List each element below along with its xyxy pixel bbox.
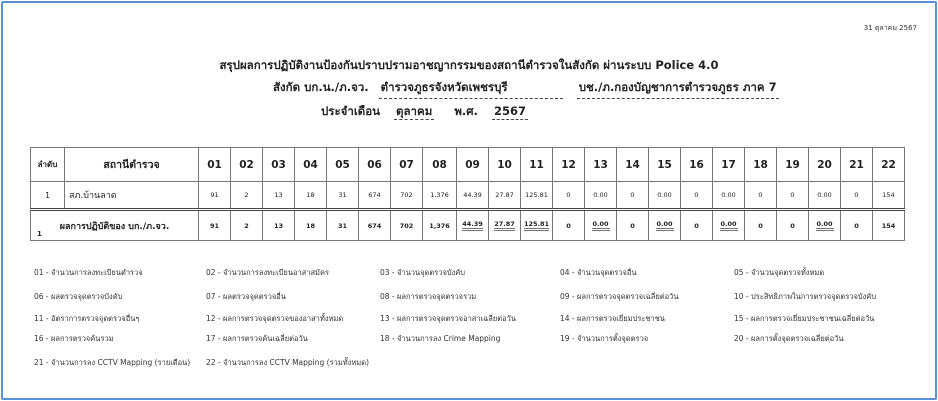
summary-cell — [713, 210, 745, 241]
legend-item: 17 - ผลการตรวจค้นเฉลี่ยต่อวัน — [206, 334, 308, 343]
legend-item: 14 - ผลการตรวจเยี่ยมประชาชน — [560, 314, 665, 323]
col-header: 19 — [777, 148, 809, 182]
summary-row — [31, 210, 905, 241]
year-label: พ.ศ. — [454, 104, 478, 118]
period-line — [321, 103, 528, 121]
col-header: 11 — [521, 148, 553, 182]
table-cell: 0 — [777, 182, 809, 210]
legend-item: 09 - ผลการตรวจจุดตรวจเฉลี่ยต่อวัน — [560, 292, 679, 301]
summary-cell: 0 — [777, 210, 809, 241]
summary-value: 0.00 — [592, 220, 610, 231]
table-cell: 0 — [681, 182, 713, 210]
summary-cell: 0 — [617, 210, 649, 241]
report-title: สรุปผลการปฏิบัติงานป้องกันปราบปรามอาชญากรรมของสถานีตำรวจในสังกัด ผ่านระบบ Police 4.0 — [219, 58, 719, 72]
table-cell: 1,376 — [423, 182, 457, 210]
legend-item: 04 - จำนวนจุดตรวจอื่น — [560, 268, 637, 277]
row-station: สภ.บ้านลาด — [65, 182, 199, 210]
summary-cell: 13 — [263, 210, 295, 241]
month-value: ตุลาคม — [396, 104, 433, 118]
summary-value: 0.00 — [720, 220, 738, 231]
summary-value: 125.81 — [524, 220, 549, 231]
col-header: 03 — [263, 148, 295, 182]
legend-item: 15 - ผลการตรวจเยี่ยมประชาชนเฉลี่ยต่อวัน — [734, 314, 875, 323]
year-value: 2567 — [493, 104, 526, 118]
summary-cell: 0 — [745, 210, 777, 241]
col-header: 16 — [681, 148, 713, 182]
table-cell: 2 — [231, 182, 263, 210]
legend-item: 03 - จำนวนจุดตรวจบังคับ — [380, 268, 466, 277]
table-cell: 0 — [745, 182, 777, 210]
col-header: 17 — [713, 148, 745, 182]
table-row — [31, 182, 905, 210]
summary-value: 44.39 — [462, 220, 483, 231]
summary-cell — [585, 210, 617, 241]
summary-cell: 0 — [681, 210, 713, 241]
table-cell: 0.00 — [649, 182, 681, 210]
col-header: 06 — [359, 148, 391, 182]
summary-cell — [457, 210, 489, 241]
col-header: 05 — [327, 148, 359, 182]
col-header: 14 — [617, 148, 649, 182]
col-header: 07 — [391, 148, 423, 182]
legend-item: 07 - ผลตรวจจุดตรวจอื่น — [206, 292, 286, 301]
summary-cell: 31 — [327, 210, 359, 241]
summary-cell: 2 — [231, 210, 263, 241]
table-cell: 674 — [359, 182, 391, 210]
col-header: 12 — [553, 148, 585, 182]
table-cell: 154 — [873, 182, 905, 210]
legend-item: 21 - จำนวนการลง CCTV Mapping (รายเดือน) — [34, 358, 191, 367]
summary-value: 0.00 — [656, 220, 674, 231]
col-header: 04 — [295, 148, 327, 182]
report-date: 31 ตุลาคม 2567 — [863, 24, 917, 32]
legend-item: 06 - ผลตรวจจุดตรวจบังคับ — [34, 292, 123, 301]
summary-cell: 0 — [841, 210, 873, 241]
legend-item: 05 - จำนวนจุดตรวจทั้งหมด — [734, 268, 825, 277]
summary-cell — [809, 210, 841, 241]
col-header: 15 — [649, 148, 681, 182]
row-order: 1 — [31, 182, 65, 210]
summary-order: 1 — [37, 230, 42, 238]
summary-cell: 18 — [295, 210, 327, 241]
col-header: 08 — [423, 148, 457, 182]
table-cell: 0 — [617, 182, 649, 210]
table-cell: 13 — [263, 182, 295, 210]
col-header: 09 — [457, 148, 489, 182]
table-cell: 0.00 — [809, 182, 841, 210]
table-cell: 125.81 — [521, 182, 553, 210]
month-label: ประจำเดือน — [321, 104, 381, 118]
report-table — [30, 147, 905, 241]
table-cell: 44.39 — [457, 182, 489, 210]
summary-cell: 674 — [359, 210, 391, 241]
summary-cell: 91 — [199, 210, 231, 241]
col-header: 01 — [199, 148, 231, 182]
table-cell: 18 — [295, 182, 327, 210]
legend-item: 02 - จำนวนการลงทะเบียนอาสาสมัคร — [206, 268, 330, 277]
table-cell: 0.00 — [713, 182, 745, 210]
col-station-header: สถานีตำรวจ — [65, 148, 199, 182]
legend-item: 01 - จำนวนการลงทะเบียนตำรวจ — [34, 268, 143, 277]
legend-item: 16 - ผลการตรวจค้นรวม — [34, 334, 114, 343]
table-cell: 27.87 — [489, 182, 521, 210]
col-header: 13 — [585, 148, 617, 182]
col-header: 22 — [873, 148, 905, 182]
summary-cell: 702 — [391, 210, 423, 241]
summary-cell — [649, 210, 681, 241]
col-header: 10 — [489, 148, 521, 182]
col-header: 20 — [809, 148, 841, 182]
affiliation-line — [273, 79, 779, 99]
table-cell: 31 — [327, 182, 359, 210]
summary-cell — [521, 210, 553, 241]
summary-label: ผลการปฏิบัติของ บก./ภ.จว. — [59, 221, 170, 232]
summary-value: 0.00 — [816, 220, 834, 231]
table-cell: 702 — [391, 182, 423, 210]
summary-cell: 154 — [873, 210, 905, 241]
legend-item: 18 - จำนวนการลง Crime Mapping — [380, 334, 501, 343]
col-header: 21 — [841, 148, 873, 182]
legend-item: 08 - ผลการตรวจจุดตรวจรวม — [380, 292, 477, 301]
division-label: บช./ภ.กองบัญชาการตำรวจภูธร ภาค 7 — [577, 79, 779, 99]
table-cell: 0 — [553, 182, 585, 210]
summary-cell — [489, 210, 521, 241]
summary-cell: 1,376 — [423, 210, 457, 241]
legend-item: 10 - ประสิทธิภาพในการตรวจจุดตรวจบังคับ — [734, 292, 877, 301]
legend-item: 20 - ผลการตั้งจุดตรวจเฉลี่ยต่อวัน — [734, 334, 844, 343]
legend-item: 19 - จำนวนการตั้งจุดตรวจ — [560, 334, 649, 343]
col-header: 18 — [745, 148, 777, 182]
table-header-row — [31, 148, 905, 182]
affiliation-label: สังกัด บก.น./ภ.จว. — [273, 80, 369, 94]
col-header: 02 — [231, 148, 263, 182]
summary-label-cell — [31, 210, 199, 241]
legend-item: 12 - ผลการตรวจจุดตรวจของอาสาทั้งหมด — [206, 314, 344, 323]
summary-cell: 0 — [553, 210, 585, 241]
summary-value: 27.87 — [494, 220, 515, 231]
col-order-header: ลำดับ — [31, 148, 65, 182]
table-cell: 0.00 — [585, 182, 617, 210]
table-cell: 0 — [841, 182, 873, 210]
legend-item: 11 - อัตราการตรวจจุดตรวจอื่นๆ — [34, 314, 140, 323]
table-cell: 91 — [199, 182, 231, 210]
legend-item: 22 - จำนวนการลง CCTV Mapping (รวมทั้งหมด) — [206, 358, 370, 367]
affiliation-value: ตำรวจภูธรจังหวัดเพชรบุรี — [379, 79, 563, 99]
legend-item: 13 - ผลการตรวจจุดตรวจอาสาเฉลี่ยต่อวัน — [380, 314, 516, 323]
